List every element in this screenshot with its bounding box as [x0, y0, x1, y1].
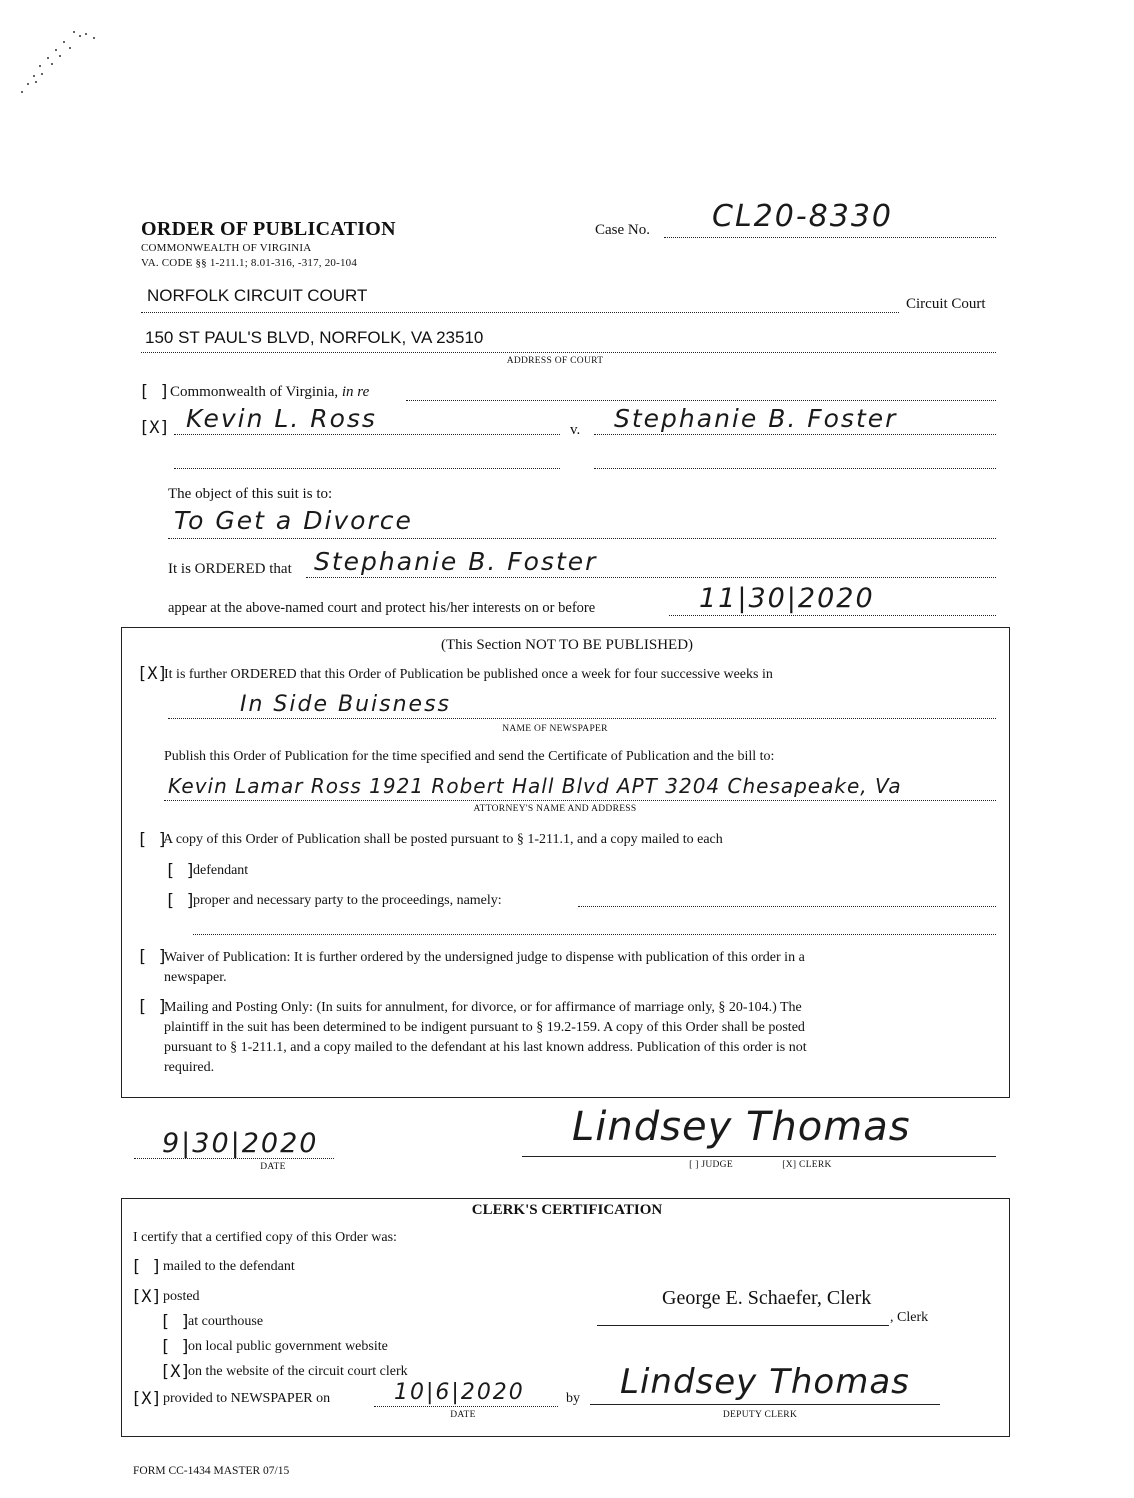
in-re-text: in re	[341, 384, 370, 400]
form-subtitle-commonwealth: COMMONWEALTH OF VIRGINIA	[141, 242, 312, 254]
ordered-party-value: Stephanie B. Foster	[314, 547, 598, 576]
court-address-value: 150 ST PAUL'S BLVD, NORFOLK, VA 23510	[145, 328, 484, 347]
court-address-caption: ADDRESS OF COURT	[506, 356, 604, 366]
defendant-option-text: defendant	[193, 863, 249, 878]
clerk-certification-heading: CLERK'S CERTIFICATION	[471, 1202, 663, 1218]
order-date-caption: DATE	[260, 1162, 286, 1172]
newspaper-provided-checkbox[interactable]: [X]	[131, 1389, 162, 1409]
ordered-party-field[interactable]	[306, 547, 996, 578]
form-title: ORDER OF PUBLICATION	[141, 218, 396, 240]
object-label: The object of this suit is to:	[168, 486, 333, 502]
clerk-option[interactable]: [X] CLERK	[782, 1160, 832, 1170]
object-value: To Get a Divorce	[174, 506, 413, 535]
posting-copy-text: A copy of this Order of Publication shall be posted pursuant to § 1-211.1, and a copy mailed to each	[163, 832, 723, 847]
case-number-field[interactable]	[664, 197, 996, 238]
provided-date-field[interactable]	[374, 1380, 558, 1407]
provided-date-caption: DATE	[450, 1410, 476, 1420]
mailing-body-1: (In suits for annulment, for divorce, or for affirmance of marriage only, § 20-104.) The	[316, 1000, 802, 1015]
newspaper-name-caption: NAME OF NEWSPAPER	[502, 724, 608, 734]
judge-option[interactable]: [ ] JUDGE	[689, 1160, 733, 1170]
mailing-checkbox[interactable]: [ ]	[137, 997, 168, 1017]
clerk-suffix: , Clerk	[890, 1310, 929, 1325]
deputy-signature-value: Lindsey Thomas	[620, 1362, 910, 1402]
plaintiff-extra-line[interactable]	[174, 454, 560, 469]
case-number-label: Case No.	[595, 222, 650, 238]
attorney-value: Kevin Lamar Ross 1921 Robert Hall Blvd APT 3204 Chesapeake, Va	[168, 774, 902, 798]
appear-date-value: 11|30|2020	[699, 583, 875, 614]
form-subtitle-code: VA. CODE §§ 1-211.1; 8.01-316, -317, 20-104	[141, 257, 358, 269]
certify-intro: I certify that a certified copy of this Order was:	[133, 1230, 397, 1245]
order-date-field[interactable]	[134, 1128, 334, 1159]
versus-label: v.	[570, 422, 581, 438]
commonwealth-in-re-field[interactable]	[406, 386, 996, 401]
posted-checkbox[interactable]: [X]	[131, 1287, 162, 1307]
waiver-body-end: newspaper.	[164, 970, 227, 985]
clerk-website-text: on the website of the circuit court clerk	[188, 1364, 408, 1379]
newspaper-order-text: It is further ORDERED that this Order of Publication be published once a week for four successive weeks in	[164, 667, 773, 682]
defendant-extra-line[interactable]	[594, 454, 996, 469]
judge-signature-value: Lindsey Thomas	[572, 1104, 911, 1150]
mailing-text	[164, 998, 984, 1078]
court-name-value: NORFOLK CIRCUIT COURT	[147, 286, 368, 305]
necessary-party-field-line2[interactable]	[193, 920, 996, 935]
mailing-body-4: required.	[164, 1060, 215, 1075]
publish-instruction-text: Publish this Order of Publication for the time specified and send the Certificate of Publication and the bill to:	[164, 749, 775, 764]
appear-date-field[interactable]	[669, 585, 996, 616]
clerk-name: George E. Schaefer, Clerk	[662, 1287, 872, 1309]
plaintiff-value: Kevin L. Ross	[186, 404, 377, 433]
necessary-party-text: proper and necessary party to the proceedings, namely:	[193, 893, 502, 908]
ordered-label: It is ORDERED that	[168, 561, 292, 577]
newspaper-checkbox[interactable]: [X]	[137, 664, 168, 684]
courthouse-text: at courthouse	[188, 1314, 264, 1329]
newspaper-name-field[interactable]	[168, 690, 996, 719]
defendant-checkbox[interactable]: [ ]	[165, 861, 196, 881]
posting-copy-checkbox[interactable]: [ ]	[137, 830, 168, 850]
attorney-caption: ATTORNEY'S NAME AND ADDRESS	[473, 804, 637, 814]
deputy-clerk-caption: DEPUTY CLERK	[722, 1410, 798, 1420]
parties-checkbox[interactable]: [X]	[139, 418, 170, 438]
courthouse-checkbox[interactable]: [ ]	[160, 1312, 191, 1332]
posted-text: posted	[163, 1289, 200, 1304]
necessary-party-field[interactable]	[578, 892, 996, 907]
provided-text: provided to NEWSPAPER on	[163, 1391, 331, 1406]
by-label: by	[566, 1391, 580, 1406]
unpublished-heading: (This Section NOT TO BE PUBLISHED)	[440, 637, 694, 653]
scan-speck-mark	[14, 20, 109, 110]
provided-date-value: 10|6|2020	[394, 1380, 525, 1405]
defendant-field[interactable]	[594, 404, 996, 435]
waiver-body: It is further ordered by the undersigned judge to dispense with publication of this order in a	[293, 950, 805, 965]
waiver-text	[164, 948, 984, 988]
necessary-party-checkbox[interactable]: [ ]	[165, 891, 196, 911]
local-website-text: on local public government website	[188, 1339, 388, 1354]
order-date-value: 9|30|2020	[162, 1128, 319, 1159]
deputy-signature-field[interactable]	[590, 1360, 940, 1405]
mailed-checkbox[interactable]: [ ]	[131, 1257, 162, 1277]
defendant-value: Stephanie B. Foster	[614, 404, 898, 433]
waiver-title: Waiver of Publication:	[164, 950, 291, 965]
case-number-value: CL20-8330	[712, 199, 894, 234]
scan-noise-icon	[14, 20, 109, 110]
judge-signature-field[interactable]	[522, 1104, 996, 1157]
clerk-website-checkbox[interactable]: [X]	[160, 1362, 191, 1382]
mailing-body-3: pursuant to § 1-211.1, and a copy mailed to the defendant at his last known address. Publication of this order is not	[164, 1040, 807, 1055]
plaintiff-field[interactable]	[174, 404, 560, 435]
commonwealth-label	[170, 384, 369, 401]
commonwealth-checkbox[interactable]: [ ]	[139, 382, 170, 402]
mailing-body-2: plaintiff in the suit has been determined to be indigent pursuant to § 19.2-159. A copy of this Order shall be posted	[164, 1020, 805, 1035]
waiver-checkbox[interactable]: [ ]	[137, 947, 168, 967]
appear-label: appear at the above-named court and protect his/her interests on or before	[168, 600, 596, 616]
attorney-field[interactable]	[164, 772, 996, 801]
form-id: FORM CC-1434 MASTER 07/15	[133, 1465, 290, 1477]
court-name-field[interactable]	[141, 284, 899, 313]
newspaper-name-value: In Side Buisness	[240, 692, 452, 717]
circuit-court-label: Circuit Court	[906, 296, 986, 312]
clerk-name-line	[597, 1325, 889, 1326]
object-field[interactable]	[168, 506, 996, 539]
local-website-checkbox[interactable]: [ ]	[160, 1337, 191, 1357]
court-address-field[interactable]	[141, 326, 996, 353]
mailed-text: mailed to the defendant	[163, 1259, 295, 1274]
mailing-title: Mailing and Posting Only:	[164, 1000, 313, 1015]
commonwealth-text: Commonwealth of Virginia,	[170, 384, 339, 400]
